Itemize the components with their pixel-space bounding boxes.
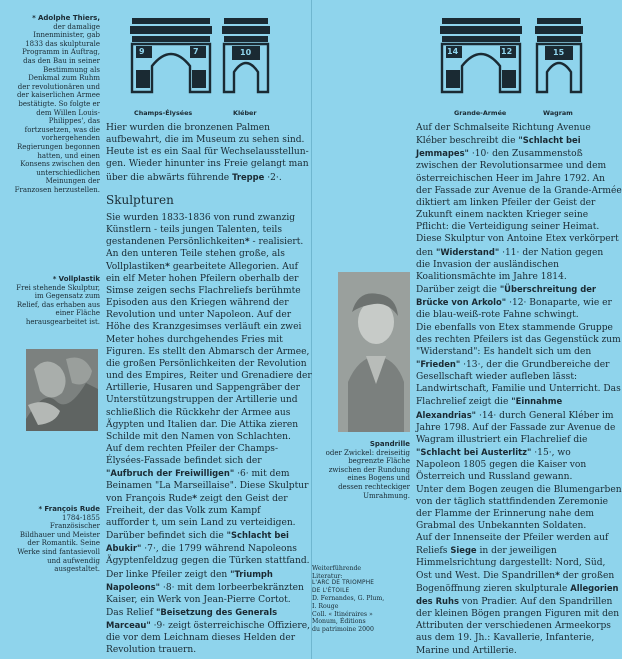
text-line: Auf dem rechten Pfeiler der Champs-: [106, 443, 279, 454]
arch-number-15: 15: [553, 48, 565, 57]
text-line: Ägypten und Italien dar. Die Attika zieren: [106, 419, 299, 430]
text-line: Auf der Innenseite der Pfeiler werden auf: [416, 533, 609, 544]
text-line: das den Bau in seiner: [23, 56, 100, 65]
text-line: dem Willen Louis-: [36, 108, 100, 117]
note-literature: Weiterführende Literatur: L'ARC DE TRIOMPHE DE L'ÉTOILE D. Fernandes, G. Plum, I. Rouge Coll. « Itinéraires » Monum, Éditions du patrimoine 2000: [312, 565, 412, 633]
arch-diagram-wagram: [535, 14, 583, 98]
text-line: Élysées-Fassade befindet sich der: [106, 456, 262, 467]
text-line: Regierungen begonnen: [17, 142, 100, 151]
text-line: Zukunft einem nackten Krieger seine: [416, 210, 589, 221]
text-line: Heute ist es ein Saal für Wechselausstellun-: [106, 147, 309, 158]
text-line: der Fassade zur Avenue de la Grande-Armée: [416, 185, 622, 196]
text-line: D. Fernandes, G. Plum,: [312, 595, 385, 603]
arch-number-9: 9: [139, 47, 145, 56]
photo-spandrel-portrait: [338, 272, 410, 432]
text-line: aus dem 19. Jh.: Kavallerie, Infanterie,: [416, 633, 595, 644]
text-line: Höhe des Kranzgesimses verläuft ein zwei: [106, 322, 302, 333]
text-line: einer Fläche: [55, 309, 100, 318]
text-line: Monum, Éditions: [312, 618, 366, 626]
text-line: fortzusetzen, was die: [24, 125, 100, 134]
text-line: zwischen der Revolutionsarmee und dem: [416, 161, 607, 172]
text-line: dessen rechteckiger: [338, 482, 410, 491]
text-line: des rechten Pfeilers ist das Gegenstück zum: [416, 334, 621, 345]
text-line: und des Empires, Reiter und Grenadiere der: [106, 371, 312, 382]
column-1-text: Sie wurden 1833-1836 von rund zwanzig Künstlern - teils jungen Talenten, teils gestandenen Persönlichkeiten* - realisiert. An den unteren Teile stehen große, als Vollplastiken* gearbeitete Allegorien. Auf ein elf Meter hohen Pfeilern oberhalb der Simse zeigen sechs Flachreliefs berühmte Episoden aus den Kriegen während der Revolution und unter Napoleon. Auf der Höhe des Kranzgesimses verläuft ein zwei Meter hohes durchgehendes Fries mit Figuren. Es stellt den Abmarsch der Armee, die großen Persönlichkeiten der Revolution und des Empires, Reiter und Grenadiere der Artillerie, Husaren und Sappengräber der Unterstützungstruppen der Artillerie und schließlich die Rückkehr der Armee aus Ägypten und Italien dar. Die Attika zieren Schilde mit den Namen von Schlachten. Auf dem rechten Pfeiler der Champs- Élysées-Fassade befindet sich der "Aufbruch der Freiwilligen" ·6· mit dem Beinamen "La Marseillaise". Diese Skulptur von François Rude* zeigt den Geist der Freiheit, der das Volk zum Kampf aufforder t, um sein Land zu verteidigen. Darüber befindet sich die "Schlacht bei Abukir" ·7·, die 1799 während Napoleons Ägyptenfeldzug gegen die Türken stattfand. Der linke Pfeiler zeigt den "Triumph Napoleons" ·8· mit dem lorbeerbekränzten Kaiser, ein Werk von Jean-Pierre Cortot. Das Relief "Beisetzung des Generals Marceau" ·9· zeigt österreichische Offiziere, die vor dem Leichnam dieses Helden der Revolution trauern.: [106, 213, 312, 656]
text-line: Konsens zwischen den: [20, 160, 100, 169]
text-line: Relief, das erhaben aus: [16, 300, 100, 309]
note-thiers: * Adolphe Thiers, der damalige Innenminister, gab 1833 das skulpturale Programm in Auftrag, das den Bau in seiner Bestimmung als Denkmal zum Ruhm der revolutionären und der kaiserlichen Armee bestätigte. So folgte er dem Willen Louis- Philippes', das fortzusetzen, was die vorhergehenden Regierungen begonnen hatten, und einen Konsens zwischen den unterschiedlichen Meinungen der Franzosen herzustellen.: [8, 14, 100, 194]
caption-kleber: Kléber: [233, 109, 257, 117]
text-line: im Gegensatz zum: [34, 292, 100, 301]
text-line: Literatur:: [312, 572, 343, 580]
text-line: "Widerstand": Es handelt sich um den: [416, 346, 592, 357]
text-line: Unterstützungstruppen der Artillerie und: [106, 395, 298, 406]
text-line: Attributen der verschiedenen Armeekorps: [416, 621, 611, 632]
text-line: aufbewahrt, die im Museum zu sehen sind.: [106, 135, 305, 146]
text-line: Werke sind fantasievoll: [17, 547, 100, 556]
text-line: Programm in Auftrag,: [22, 48, 100, 57]
text-line: die großen Persönlichkeiten der Revolution: [106, 358, 307, 369]
note-vollplastik: * Vollplastik Frei stehende Skulptur, im Gegensatz zum Relief, das erhaben aus einer Fläche herausgearbeitet ist.: [8, 275, 100, 327]
text-line: Diese Skulptur von Antoine Etex verkörpert: [416, 234, 619, 245]
text-line: Denkmal zum Ruhm: [28, 74, 100, 83]
text-line: Pflicht: die Verteidigung seiner Heimat.: [416, 222, 600, 233]
text-line: Weiterführende: [312, 565, 362, 572]
text-line: Meinungen der: [45, 177, 100, 186]
text-line: bestätigte. So folgte er: [18, 99, 100, 108]
arch-number-14: 14: [447, 47, 459, 56]
text-line: der damalige: [53, 22, 100, 31]
text-line: der kleinen Bögen prangen Figuren mit den: [416, 609, 620, 620]
section-heading-skulpturen: Skulpturen: [106, 193, 174, 207]
text-line: oder Zwickel: dreiseitig: [325, 448, 410, 457]
column-1-intro: Hier wurden die bronzenen Palmen aufbewahrt, die im Museum zu sehen sind. Heute ist es ein Saal für Wechselausstellun- gen. Wieder hinunter ins Freie gelangt man über die abwärts führende Treppe ·2·.: [106, 123, 309, 183]
note-spandrille: Spandrille oder Zwickel: dreiseitig begrenzte Fläche zwischen der Rundung eines Bogens und dessen rechteckiger Umrahmung.: [318, 440, 410, 500]
text-line: Franzosen herzustellen.: [14, 185, 100, 194]
column-2-text: Auf der Schmalseite Richtung Avenue Kléber beschreibt die "Schlacht bei Jemmapes" ·10· den Zusammenstoß zwischen der Revolutionsarmee und dem österreichischen Heer im Jahre 1792. An der Fassade zur Avenue de la Grande-Armée diktiert am linken Pfeiler der Geist der Zukunft einem nackten Krieger seine Pflicht: die Verteidigung seiner Heimat. Diese Skulptur von Antoine Etex verkörpert den "Widerstand" ·11· der Nation gegen die Invasion der ausländischen Koalitionsmächte im Jahre 1814. Darüber zeigt die "Überschreitung der Brücke von Arkolo" ·12· Bonaparte, wie er die blau-weiß-rote Fahne schwingt. Die ebenfalls von Etex stammende Gruppe des rechten Pfeilers ist das Gegenstück zum "Widerstand": Es handelt sich um den "Frieden" ·13·, der die Grundbereiche der Gesellschaft wieder aufleben lässt: Landwirtschaft, Familie und Unterricht. Das Flachrelief zeigt die "Einnahme Alexandrias" ·14· durch General Kléber im Jahre 1798. Auf der Fassade zur Avenue de Wagram illustriert ein Flachrelief die "Schlacht bei Austerlitz" ·15·, wo Napoleon 1805 gegen die Kaiser von Österreich und Russland gewann. Unter dem Bogen zeugen die Blumengarben von der täglich stattfindenden Zeremonie der Flamme der Erinnerung nahe dem Grabmal des Unbekannten Soldaten. Auf der Innenseite der Pfeiler werden auf Reliefs Siege in der jeweiligen Himmelsrichtung dargestellt: Nord, Süd, Ost und West. Die Spandrillen* der großen Bogenöffnung zieren skulpturale Allegorien des Ruhs von Pradier. Auf den Spandrillen der kleinen Bögen prangen Figuren mit den Attributen der verschiedenen Armeekorps aus dem 19. Jh.: Kavallerie, Infanterie, Marine und Artillerie.: [416, 123, 622, 656]
text-line: der kaiserlichen Armee: [16, 91, 100, 100]
text-line: der Flamme der Erinnerung nahe dem: [416, 508, 595, 519]
text-line: Frei stehende Skulptur,: [16, 283, 100, 292]
text-line: Episoden aus den Kriegen während der: [106, 298, 289, 309]
text-line: Bestimmung als: [43, 65, 100, 74]
text-line: Marine und Artillerie.: [416, 645, 517, 656]
text-line: ein elf Meter hohen Pfeilern oberhalb der: [106, 273, 299, 284]
text-line: Die ebenfalls von Etex stammende Gruppe: [416, 322, 613, 333]
caption-wagram: Wagram: [543, 109, 573, 117]
text-line: 1833 das skulpturale: [25, 39, 100, 48]
text-line: Schilde mit den Namen von Schlachten.: [106, 431, 291, 442]
text-line: Grabmal des Unbekannten Soldaten.: [416, 521, 587, 531]
text-line: schließlich die Rückkehr der Armee aus: [106, 407, 291, 418]
arch-diagram-grande-armee: [438, 14, 524, 98]
text-line: österreichischen Heer im Jahre 1792. An: [416, 173, 606, 184]
text-line: Bildhauer und Meister: [19, 530, 100, 539]
text-line: von der täglich stattfindenden Zeremonie: [416, 496, 609, 507]
text-line: vorhergehenden: [41, 134, 100, 143]
text-line: begrenzte Fläche: [348, 457, 410, 466]
text-line: du patrimoine 2000: [312, 625, 374, 633]
text-line: Umrahmung.: [363, 491, 410, 500]
text-line: zwischen der Rundung: [328, 465, 410, 474]
arch-number-12: 12: [501, 47, 513, 56]
text-line: herausgearbeitet ist.: [25, 317, 100, 326]
text-line: Simse zeigen sechs Flachreliefs berühmte: [106, 285, 301, 296]
text-line: der Romantik. Seine: [27, 539, 100, 548]
text-line: und aufwendig: [47, 556, 100, 565]
note-rude: * François Rude 1784-1855 Französischer Bildhauer und Meister der Romantik. Seine Werke sind fantasievoll und aufwendig ausgestaltet.: [8, 505, 100, 574]
text-line: Französischer: [49, 522, 100, 531]
text-line: Artillerie, Husaren und Sappengräber der: [106, 383, 300, 394]
text-line: gen. Wieder hinunter ins Freie gelangt man: [106, 159, 309, 170]
text-line: Philippes', das: [48, 117, 100, 126]
text-line: Coll. « Itinéraires »: [312, 610, 373, 618]
text-line: Revolution und unter Napoleon. Auf der: [106, 310, 292, 321]
text-line: die blau-weiß-rote Fahne schwingt.: [416, 310, 579, 321]
arch-number-7: 7: [193, 47, 199, 56]
text-line: hatten, und einen: [37, 151, 100, 160]
text-line: Unter dem Bogen zeugen die Blumengarben: [416, 484, 622, 495]
text-line: Innenminister, gab: [33, 31, 100, 40]
text-line: Figuren. Es stellt den Abmarsch der Armee,: [106, 346, 310, 357]
text-line: diktiert am linken Pfeiler der Geist der: [416, 197, 596, 208]
photo-sculpture-detail: [26, 349, 98, 431]
arch-diagram-champs-elysees: [128, 14, 214, 98]
arch-diagram-kleber: [222, 14, 270, 98]
text-line: unterschiedlichen: [36, 168, 100, 177]
text-line: Hier wurden die bronzenen Palmen: [106, 123, 270, 133]
text-line: I. Rouge: [312, 602, 339, 610]
arch-number-10: 10: [240, 48, 252, 57]
text-line: Meter hohes durchgehendes Fries mit: [106, 334, 283, 345]
caption-grande-armee: Grande-Armée: [454, 109, 507, 117]
text-line: Napoleon 1805 gegen die Kaiser von: [416, 460, 587, 471]
text-line: ausgestaltet.: [54, 565, 100, 574]
text-line: 1784-1855: [62, 513, 100, 522]
text-line: Österreich und Russland gewann.: [416, 472, 573, 483]
caption-champs-elysees: Champs-Élysées: [134, 109, 193, 117]
text-line: eines Bogens und: [347, 474, 410, 483]
text-line: der revolutionären und: [17, 82, 100, 91]
